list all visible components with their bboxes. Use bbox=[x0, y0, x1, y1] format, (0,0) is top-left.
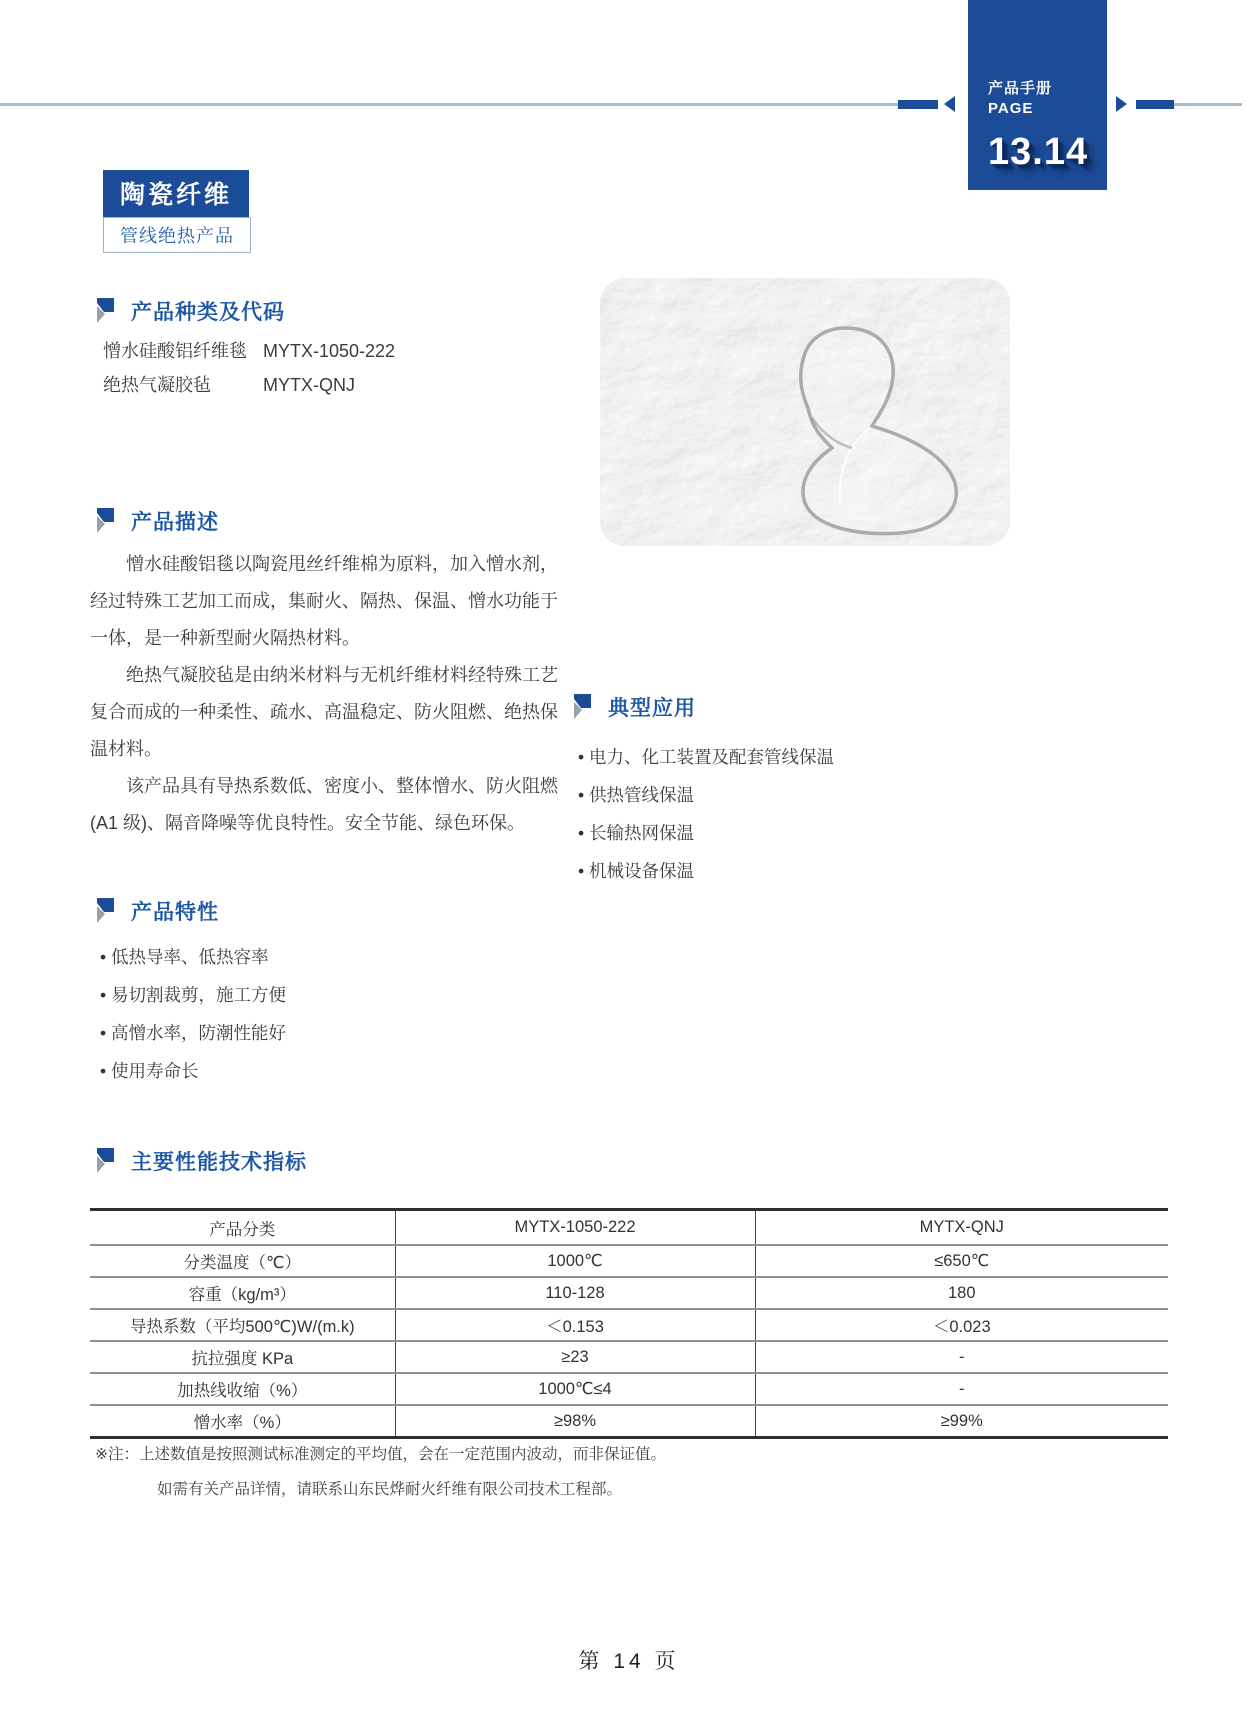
table-row bbox=[90, 1210, 1168, 1246]
table-cell: ≤650℃ bbox=[755, 1245, 1168, 1277]
product-code: MYTX-1050-222 bbox=[263, 341, 396, 361]
table-cell: 110-128 bbox=[395, 1277, 755, 1309]
section-marker-icon bbox=[95, 508, 115, 534]
table-cell: MYTX-1050-222 bbox=[395, 1210, 755, 1246]
table-row bbox=[90, 1373, 1168, 1405]
table-cell: 产品分类 bbox=[209, 1220, 276, 1239]
product-code: MYTX-QNJ bbox=[263, 375, 355, 395]
page-number-badge bbox=[968, 0, 1107, 190]
list-item bbox=[103, 334, 395, 368]
arrow-left-icon bbox=[944, 96, 955, 112]
table-row bbox=[90, 1309, 1168, 1341]
footnote bbox=[95, 1437, 666, 1507]
footnote-prefix: ※注： bbox=[95, 1446, 139, 1463]
product-name: 憎水硅酸铝纤维毯 bbox=[103, 341, 247, 361]
section-heading-features bbox=[95, 896, 219, 926]
list-item: • 电力、化工装置及配套管线保温 bbox=[578, 738, 834, 776]
list-item: • 高憎水率，防潮性能好 bbox=[100, 1014, 286, 1052]
table-cell: ＜0.153 bbox=[395, 1309, 755, 1341]
section-marker-icon bbox=[95, 1148, 115, 1174]
footnote-line bbox=[95, 1437, 666, 1472]
paragraph: 绝热气凝胶毡是由纳米材料与无机纤维材料经特殊工艺复合而成的一种柔性、疏水、高温稳定、防火阻燃、绝热保温材料。 bbox=[90, 665, 558, 759]
list-item: • 低热导率、低热容率 bbox=[100, 938, 286, 976]
table-cell: ≥23 bbox=[395, 1341, 755, 1373]
section-title: 主要性能技术指标 bbox=[131, 1151, 307, 1174]
list-item: • 长输热网保温 bbox=[578, 814, 834, 852]
table-cell: MYTX-QNJ bbox=[755, 1210, 1168, 1246]
section-title: 产品种类及代码 bbox=[131, 301, 285, 324]
top-rule-dash-left bbox=[898, 100, 938, 109]
arrow-right-icon bbox=[1116, 96, 1127, 112]
table-cell: - bbox=[755, 1373, 1168, 1405]
table-cell: - bbox=[755, 1341, 1168, 1373]
product-name: 绝热气凝胶毡 bbox=[103, 375, 211, 395]
booklet-label: 产品手册 bbox=[988, 80, 1053, 97]
top-rule-dash-right bbox=[1136, 100, 1174, 109]
title-block bbox=[103, 170, 251, 253]
list-item: • 机械设备保温 bbox=[578, 852, 834, 890]
table-cell: 抗拉强度 KPa bbox=[90, 1341, 395, 1373]
table-row bbox=[90, 1341, 1168, 1373]
section-heading-description bbox=[95, 506, 219, 536]
table-cell: ＜0.023 bbox=[755, 1309, 1168, 1341]
table-cell: 1000℃≤4 bbox=[395, 1373, 755, 1405]
footnote-text: 上述数值是按照测试标准测定的平均值，会在一定范围内波动，而非保证值。 bbox=[139, 1446, 667, 1463]
top-rule-left bbox=[0, 103, 898, 106]
section-heading-codes bbox=[95, 296, 285, 326]
page-subtitle: 管线绝热产品 bbox=[103, 217, 251, 253]
product-code-list bbox=[103, 334, 395, 402]
table-cell: 180 bbox=[755, 1277, 1168, 1309]
list-item: • 使用寿命长 bbox=[100, 1052, 286, 1090]
table-cell: 憎水率（%） bbox=[90, 1405, 395, 1438]
page-number: 13.14 bbox=[988, 131, 1089, 173]
table-cell: 容重（kg/m³） bbox=[90, 1277, 395, 1309]
footer-page-label: 第 14 页 bbox=[578, 1650, 680, 1673]
table-cell: 导热系数（平均500℃)W/(m.k) bbox=[90, 1309, 395, 1341]
table-row bbox=[90, 1277, 1168, 1309]
list-item bbox=[103, 368, 395, 402]
paragraph: 憎水硅酸铝毯以陶瓷甩丝纤维棉为原料，加入憎水剂，经过特殊工艺加工而成，集耐火、隔热、保温、憎水功能于一体，是一种新型耐火隔热材料。 bbox=[90, 554, 558, 648]
section-marker-icon bbox=[95, 898, 115, 924]
section-title: 产品描述 bbox=[131, 511, 219, 534]
section-marker-icon bbox=[572, 694, 592, 720]
section-heading-specs bbox=[95, 1146, 307, 1176]
list-item: • 易切割裁剪，施工方便 bbox=[100, 976, 286, 1014]
spec-table bbox=[90, 1208, 1168, 1439]
applications-list bbox=[578, 738, 834, 890]
product-photo bbox=[600, 278, 1010, 546]
table-row bbox=[90, 1245, 1168, 1277]
table-cell: 分类温度（℃） bbox=[90, 1245, 395, 1277]
features-list bbox=[100, 938, 286, 1090]
section-title: 典型应用 bbox=[608, 697, 696, 720]
paragraph: 该产品具有导热系数低、密度小、整体憎水、防火阻燃(A1 级)、隔音降噪等优良特性。安全节能、绿色环保。 bbox=[90, 776, 558, 833]
table-cell: ≥98% bbox=[395, 1405, 755, 1438]
section-title: 产品特性 bbox=[131, 901, 219, 924]
section-heading-applications bbox=[572, 692, 696, 722]
page-title: 陶瓷纤维 bbox=[103, 170, 249, 217]
fiber-texture-image bbox=[600, 278, 1010, 546]
section-marker-icon bbox=[95, 298, 115, 324]
top-rule-right bbox=[1174, 103, 1242, 106]
description-text bbox=[90, 546, 558, 842]
table-cell: ≥99% bbox=[755, 1405, 1168, 1438]
page-word-label: PAGE bbox=[988, 100, 1034, 117]
footnote-line: 如需有关产品详情，请联系山东民烨耐火纤维有限公司技术工程部。 bbox=[157, 1481, 623, 1498]
table-cell: 加热线收缩（%） bbox=[90, 1373, 395, 1405]
table-cell: 1000℃ bbox=[395, 1245, 755, 1277]
table-row bbox=[90, 1405, 1168, 1438]
list-item: • 供热管线保温 bbox=[578, 776, 834, 814]
